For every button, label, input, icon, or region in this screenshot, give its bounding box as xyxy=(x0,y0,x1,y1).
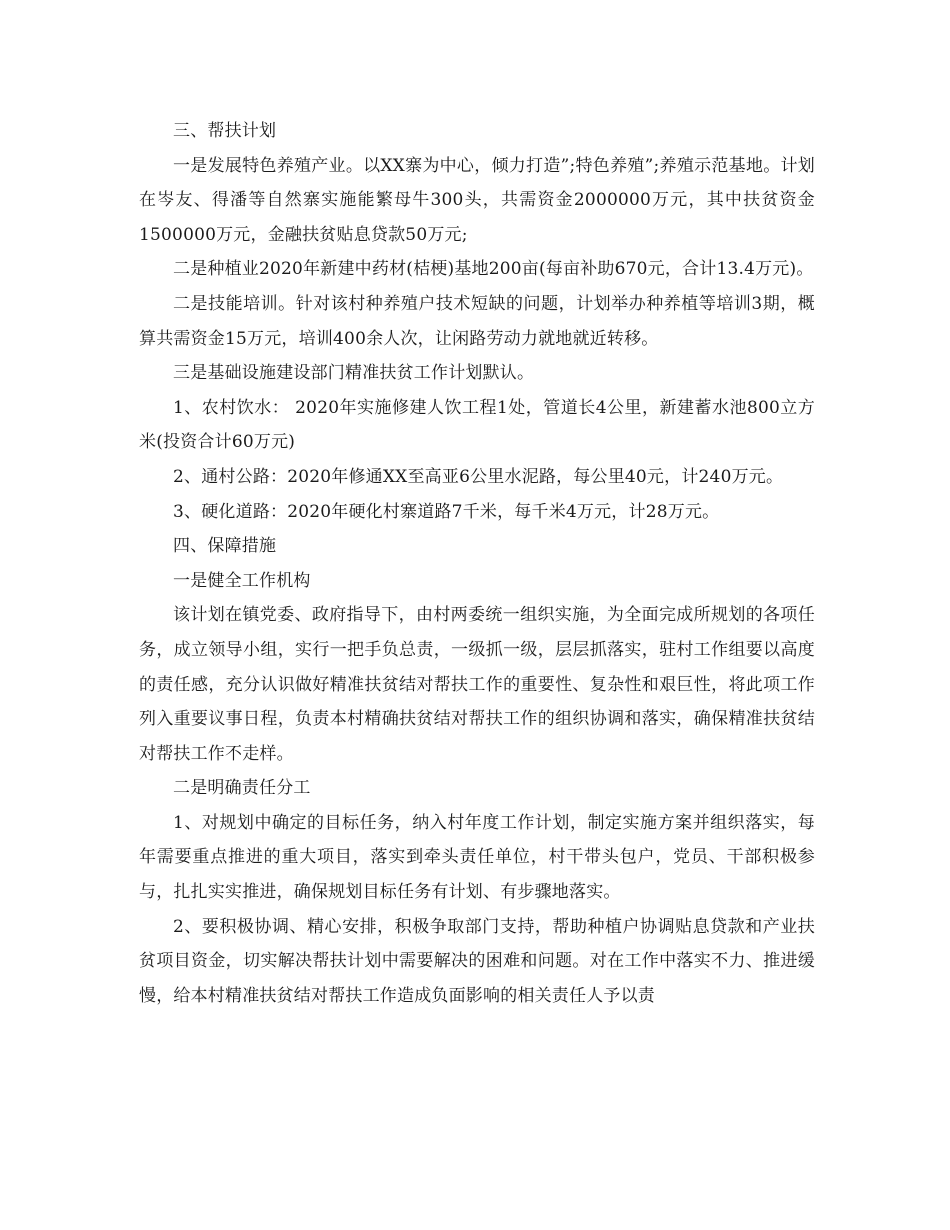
paragraph-drinking-water: 1、农村饮水： 2020年实施修建人饮工程1处，管道长4公里，新建蓄水池800立方米(投资合计60万元) xyxy=(139,397,815,453)
section-heading-measures: 四、保障措施 xyxy=(173,536,277,557)
document-body xyxy=(139,114,815,1013)
paragraph-responsibility-1: 1、对规划中确定的目标任务，纳入村年度工作计划，制定实施方案并组织落实，每年需要重点推进的重大项目，落实到牵头责任单位，村干带头包户，党员、干部积极参与，扎扎实实推进，确保规划目标任务有计划、有步骤地落实。 xyxy=(139,812,815,903)
paragraph-hardened-road: 3、硬化道路：2020年硬化村寨道路7千米，每千米4万元，计28万元。 xyxy=(173,501,720,522)
paragraph-infrastructure: 三是基础设施建设部门精准扶贫工作计划默认。 xyxy=(173,363,535,384)
section-heading-plan: 三、帮扶计划 xyxy=(173,121,277,141)
subheading-responsibility: 二是明确责任分工 xyxy=(173,778,311,799)
paragraph-breeding-industry: 一是发展特色养殖产业。以XX寨为中心，倾力打造”;特色养殖”;养殖示范基地。计划在岑友、得潘等自然寨实施能繁母牛300头，共需资金2000000万元，其中扶贫资金1500000万元，金融扶贫贴息贷款50万元; xyxy=(139,155,815,245)
paragraph-planting: 二是种植业2020年新建中药材(桔梗)基地200亩(每亩补助670元，合计13.4万元)。 xyxy=(173,259,814,280)
paragraph-responsibility-2: 2、要积极协调、精心安排，积极争取部门支持，帮助种植户协调贴息贷款和产业扶贫项目资金，切实解决帮扶计划中需要解决的困难和问题。对在工作中落实不力、推进缓慢，给本村精准扶贫结对帮扶工作造成负面影响的相关责任人予以责 xyxy=(139,916,815,1006)
subheading-work-organization: 一是健全工作机构 xyxy=(173,570,311,591)
paragraph-skills-training: 二是技能培训。针对该村种养殖户技术短缺的问题，计划举办种养植等培训3期，概算共需资金15万元，培训400余人次，让闲路劳动力就地就近转移。 xyxy=(139,293,815,349)
paragraph-organization-detail: 该计划在镇党委、政府指导下，由村两委统一组织实施，为全面完成所规划的各项任务，成立领导小组，实行一把手负总责，一级抓一级，层层抓落实，驻村工作组要以高度的责任感，充分认识做好精准扶贫结对帮扶工作的重要性、复杂性和艰巨性，将此项工作列入重要议事日程，负责本村精确扶贫结对帮扶工作的组织协调和落实，确保精准扶贫结对帮扶工作不走样。 xyxy=(139,605,815,764)
paragraph-village-road: 2、通村公路：2020年修通XX至高亚6公里水泥路，每公里40元，计240万元。 xyxy=(173,466,784,487)
